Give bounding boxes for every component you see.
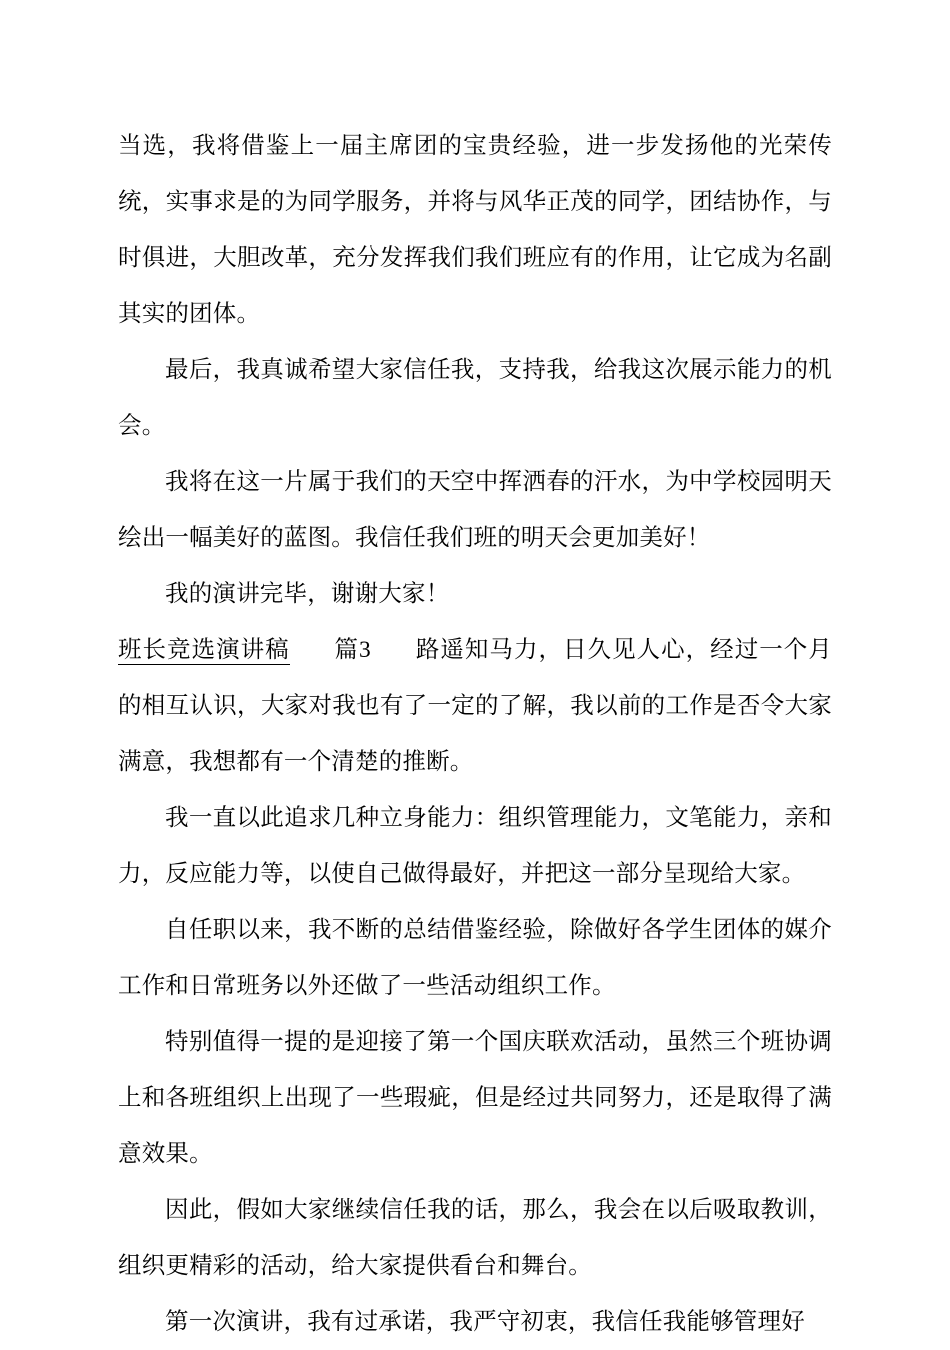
section-heading-number: 篇3 (333, 637, 372, 663)
paragraph-speech-end: 我的演讲完毕，谢谢大家！ (165, 581, 450, 607)
paragraph-self-pursuit: 我一直以此追求几种立身能力：组织管理能力，文笔能力，亲和力，反应能力等，以使自己做得最好，并把这一部分呈现给大家。 (118, 805, 832, 887)
paragraph-first-speech: 第一次演讲，我有过承诺，我严守初衷，我信任我能够管理好 (165, 1309, 805, 1335)
section-heading-paragraph (118, 622, 832, 790)
paragraph-final-hope: 最后，我真诚希望大家信任我，支持我，给我这次展示能力的机会。 (118, 357, 832, 439)
section-heading-body: 路遥知马力，日久见人心，经过一个月的相互认识，大家对我也有了一定的了解，我以前的工作是否令大家满意，我想都有一个清楚的推断。 (118, 637, 832, 775)
paragraph-blueprint: 我将在这一片属于我们的天空中挥洒春的汗水，为中学校园明天绘出一幅美好的蓝图。我信任我们班的明天会更加美好！ (118, 469, 832, 551)
document-body (118, 118, 832, 1350)
paragraph-therefore: 因此，假如大家继续信任我的话，那么，我会在以后吸取教训，组织更精彩的活动，给大家提供看台和舞台。 (118, 1197, 832, 1279)
paragraph-national-day: 特别值得一提的是迎接了第一个国庆联欢活动，虽然三个班协调上和各班组织上出现了一些瑕疵，但是经过共同努力，还是取得了满意效果。 (118, 1029, 832, 1167)
section-heading-label: 班长竞选演讲稿 (118, 637, 290, 663)
paragraph-since-office: 自任职以来，我不断的总结借鉴经验，除做好各学生团体的媒介工作和日常班务以外还做了一些活动组织工作。 (118, 917, 832, 999)
paragraph-continued-1: 当选，我将借鉴上一届主席团的宝贵经验，进一步发扬他的光荣传统，实事求是的为同学服务，并将与风华正茂的同学，团结协作，与时俱进，大胆改革，充分发挥我们我们班应有的作用，让它成为名副其实的团体。 (118, 133, 832, 327)
